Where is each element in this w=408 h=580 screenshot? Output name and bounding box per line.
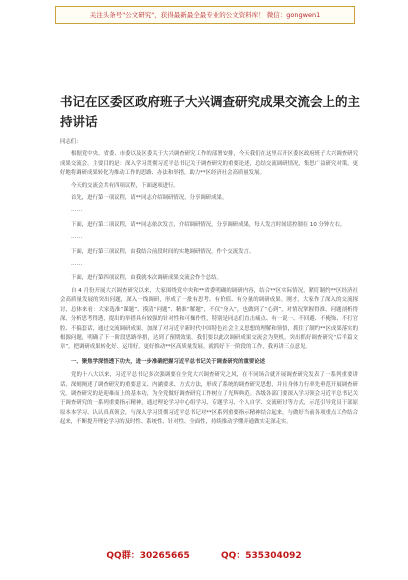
ellipsis-separator: …… <box>71 207 83 214</box>
document-body <box>60 138 358 431</box>
paragraph-agenda-third: 下面，进行第三项议程，由我结合前段时间的实地调研情况，作个交流发言。 <box>71 248 255 255</box>
paragraph-intro: 根据党中央、省委、市委以及区委关于大兴调查研究工作的部署安排，今天我们在这里召开区委区政府班子大兴调查研究成果交流会，主要目的是：深入学习贯彻习近平总书记关于调查研究的重要论述，总结交流调研情况，集思广益研究对策，更好地将调研成果转化为推动工作的思路、办法和举措，助力**区经济社会高质量发展。 <box>60 151 358 177</box>
ellipsis-separator: …… <box>71 261 83 268</box>
greeting: 同志们： <box>60 139 82 145</box>
section-heading: 一、聚焦学深悟透下功夫，进一步准确把握习近平总书记关于调查研究的重要论述 <box>71 358 266 365</box>
contact-footer <box>0 548 408 561</box>
paragraph-summary: 自 4 月份开展大兴调查研究以来，大家围绕党中央和**省委明确的调研内容，结合**区实际情况，紧盯制约**区经济社会高质量发展的突出问题，深入一线调研，形成了一批有思考、有价值、有分量的调研成果。刚才，大家作了深入的交流探讨，总体来看：大家选准“课题”、摸清“问题”、精准“解题”，不仅“身入”，也做到了“心到”，对情况掌握得准、问题剖析得深，分析思考得透，提出的举措具有较强的针对性和可操作性，特别是同志们直击痛点、有一说一、不回避、不掩饰、不打官腔、不搞套话，通过交流调研成果，加深了对习近平新时代中国特色社会主义思想的理解和领悟，抓住了制约**区成果落实的根源问题，明确了下一阶段思路举措，达到了预期效果。我们要以此次调研成果交流会为契机，突出抓好调查研究“后半篇文章”，把调研成果转化好、运用好，更好推动**区高质量发展。就抓好下一阶段的工作，我再讲三点意见。 <box>60 287 358 351</box>
page-title: 书记在区委区政府班子大兴调查研究成果交流会上的主持讲话 <box>60 94 361 129</box>
paragraph-agenda-second: 下面，进行第二项议程，请**同志依次发言，介绍调研情况，分享调研成果，每人发言时间请控制在 10 分钟左右。 <box>71 221 346 228</box>
promo-banner: 关注头条号"公文研究"，获得最新最全最专业的公文资料库！ 微信：gongwen1 <box>55 6 355 24</box>
paragraph-agenda-first: 首先，进行第一项议程，请**同志介绍调研情况，分享调研成果。 <box>71 195 228 202</box>
paragraph-agenda-fourth: 下面，进行第四项议程，由我就本次调研成果交流会作个总结。 <box>71 275 222 282</box>
qq-number-text: QQ：535304092 <box>220 551 302 561</box>
qq-group-text: QQ群：30265665 <box>106 551 190 561</box>
paragraph-agenda-overview: 今天的交流会共有四项议程，下面逐项进行。 <box>71 182 179 189</box>
ellipsis-separator: …… <box>71 234 83 241</box>
paragraph-section-text: 党的十八大以来，习近平总书记多次强调要在全党大兴调查研究之风，在不同场合就开展调查研究发表了一系列重要讲话，深刻阐述了调查研究的重要意义、内涵要求、方式方法，形成了系统的调查研究思想，并且身体力行率先垂范开展调查研究。调查研究的是迎难而上的基本功，为全党做好调查研究工作树立了光辉典范。各级各部门要深入学习领会习近平总书记关于调查研究的一系列重要指示精神，通过理论学习中心组学习、专题学习、个人自学、交流研讨等方式，示范引导党员干部原原本本学习、认认真真领会，与深入学习贯彻习近平总书记对**区系列重要指示精神结合起来，与做好当前各项重点工作结合起来，不断提升理论学习的及时性、系统性、针对性、全面性，持续推动学懂弄通做实走深走实。 <box>60 372 358 426</box>
